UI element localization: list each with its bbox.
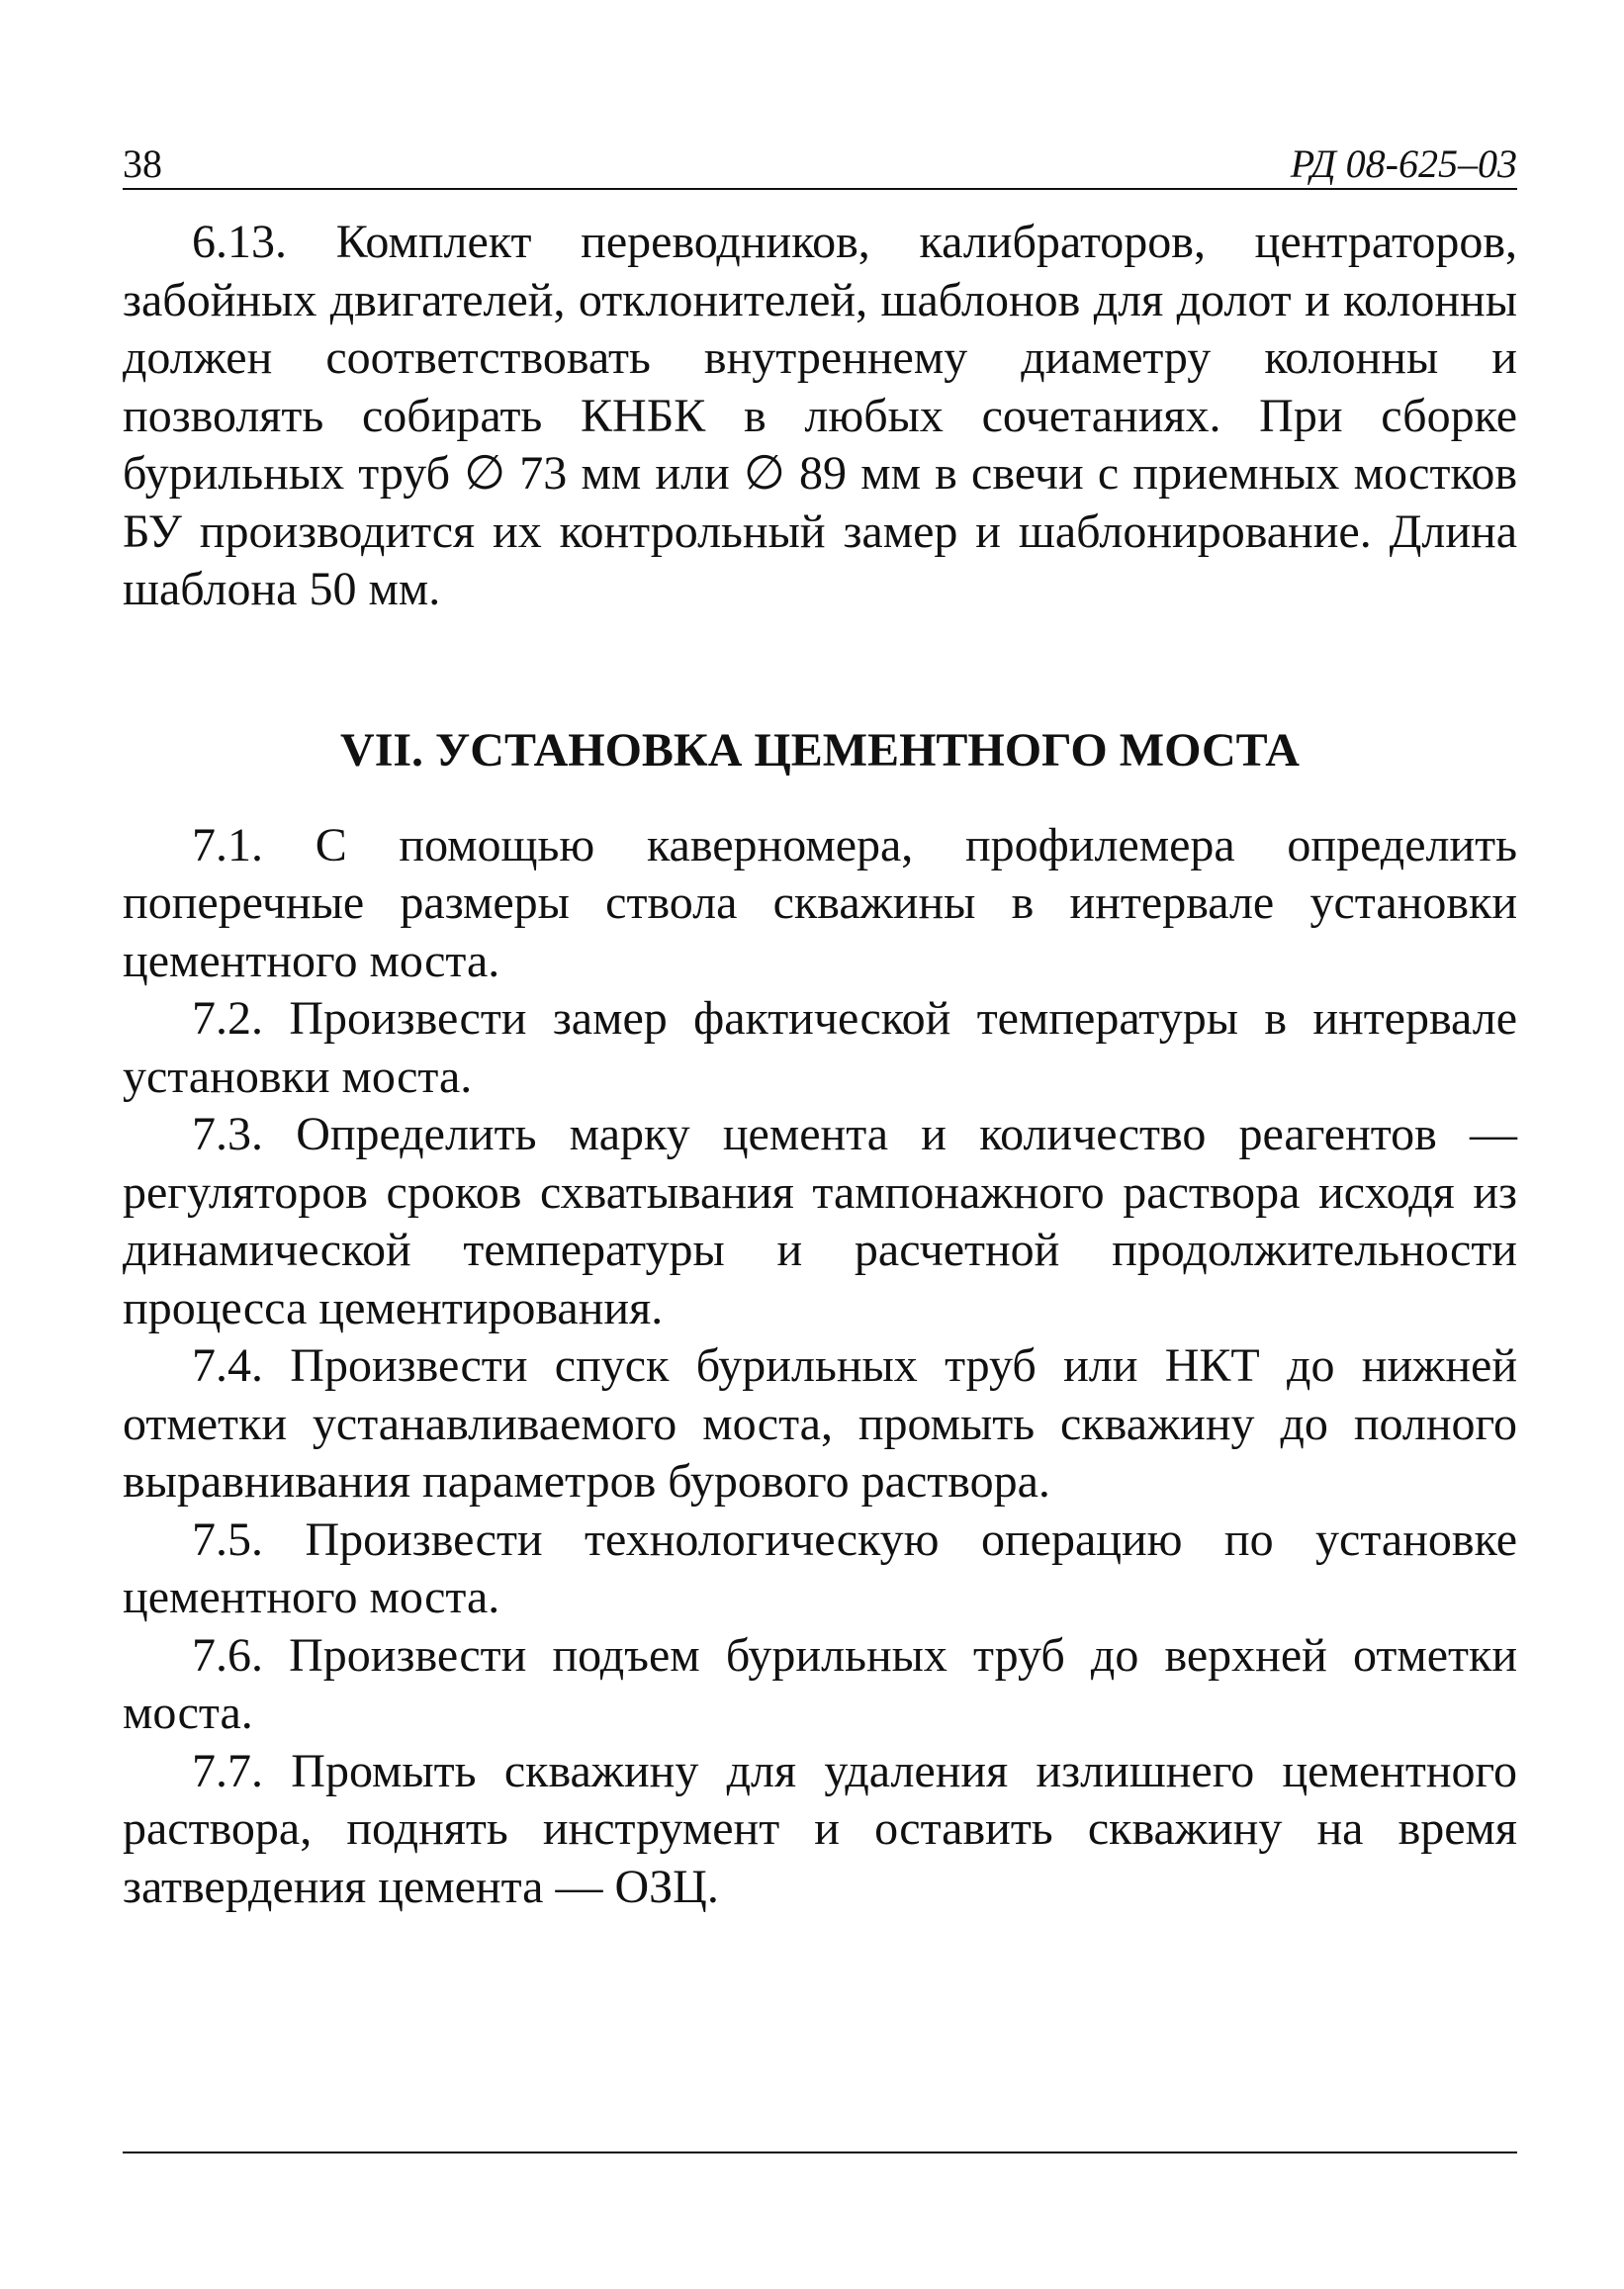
paragraph-7-4: 7.4. Произвести спуск бурильных труб или НКТ до нижней отметки устанавливаемого моста, промыть скважину до полного выравнивания параметров бурового раствора. <box>123 1339 1517 1508</box>
section-title: VII. УСТАНОВКА ЦЕМЕНТНОГО МОСТА <box>340 723 1300 777</box>
page-content <box>123 214 1517 1916</box>
paragraph-7-2: 7.2. Произвести замер фактической температуры в интервале установки моста. <box>123 992 1517 1103</box>
paragraph-7-1: 7.1. С помощью каверномера, профилемера определить поперечные размеры ствола скважины в интервале установки цементного моста. <box>123 818 1517 987</box>
paragraph-7-6: 7.6. Произвести подъем бурильных труб до верхней отметки моста. <box>123 1628 1517 1739</box>
paragraph-7-5: 7.5. Произвести технологическую операцию по установке цементного моста. <box>123 1512 1517 1623</box>
page-number: 38 <box>123 141 162 186</box>
paragraph-7-3: 7.3. Определить марку цемента и количество реагентов — регуляторов сроков схватывания тампонажного раствора исходя из динамической температуры и расчетной продолжительности процесса цементирования. <box>123 1108 1517 1334</box>
running-header <box>123 138 1517 190</box>
paragraph-7-7: 7.7. Промыть скважину для удаления излишнего цементного раствора, поднять инструмент и оставить скважину на время затвердения цемента — ОЗЦ. <box>123 1744 1517 1913</box>
footer-rule <box>123 2152 1517 2153</box>
document-code: РД 08-625–03 <box>1290 141 1517 186</box>
paragraph-6-13: 6.13. Комплект переводников, калибраторов, центраторов, забойных двигателей, отклонителей, шаблонов для долот и колонны должен соответствовать внутреннему диаметру колонны и позволять собирать КНБК в любых сочетаниях. При сборке бурильных труб ∅ 73 мм или ∅ 89 мм в свечи с приемных мостков БУ производится их контрольный замер и шаблонирование. Длина шаблона 50 мм. <box>123 216 1517 615</box>
